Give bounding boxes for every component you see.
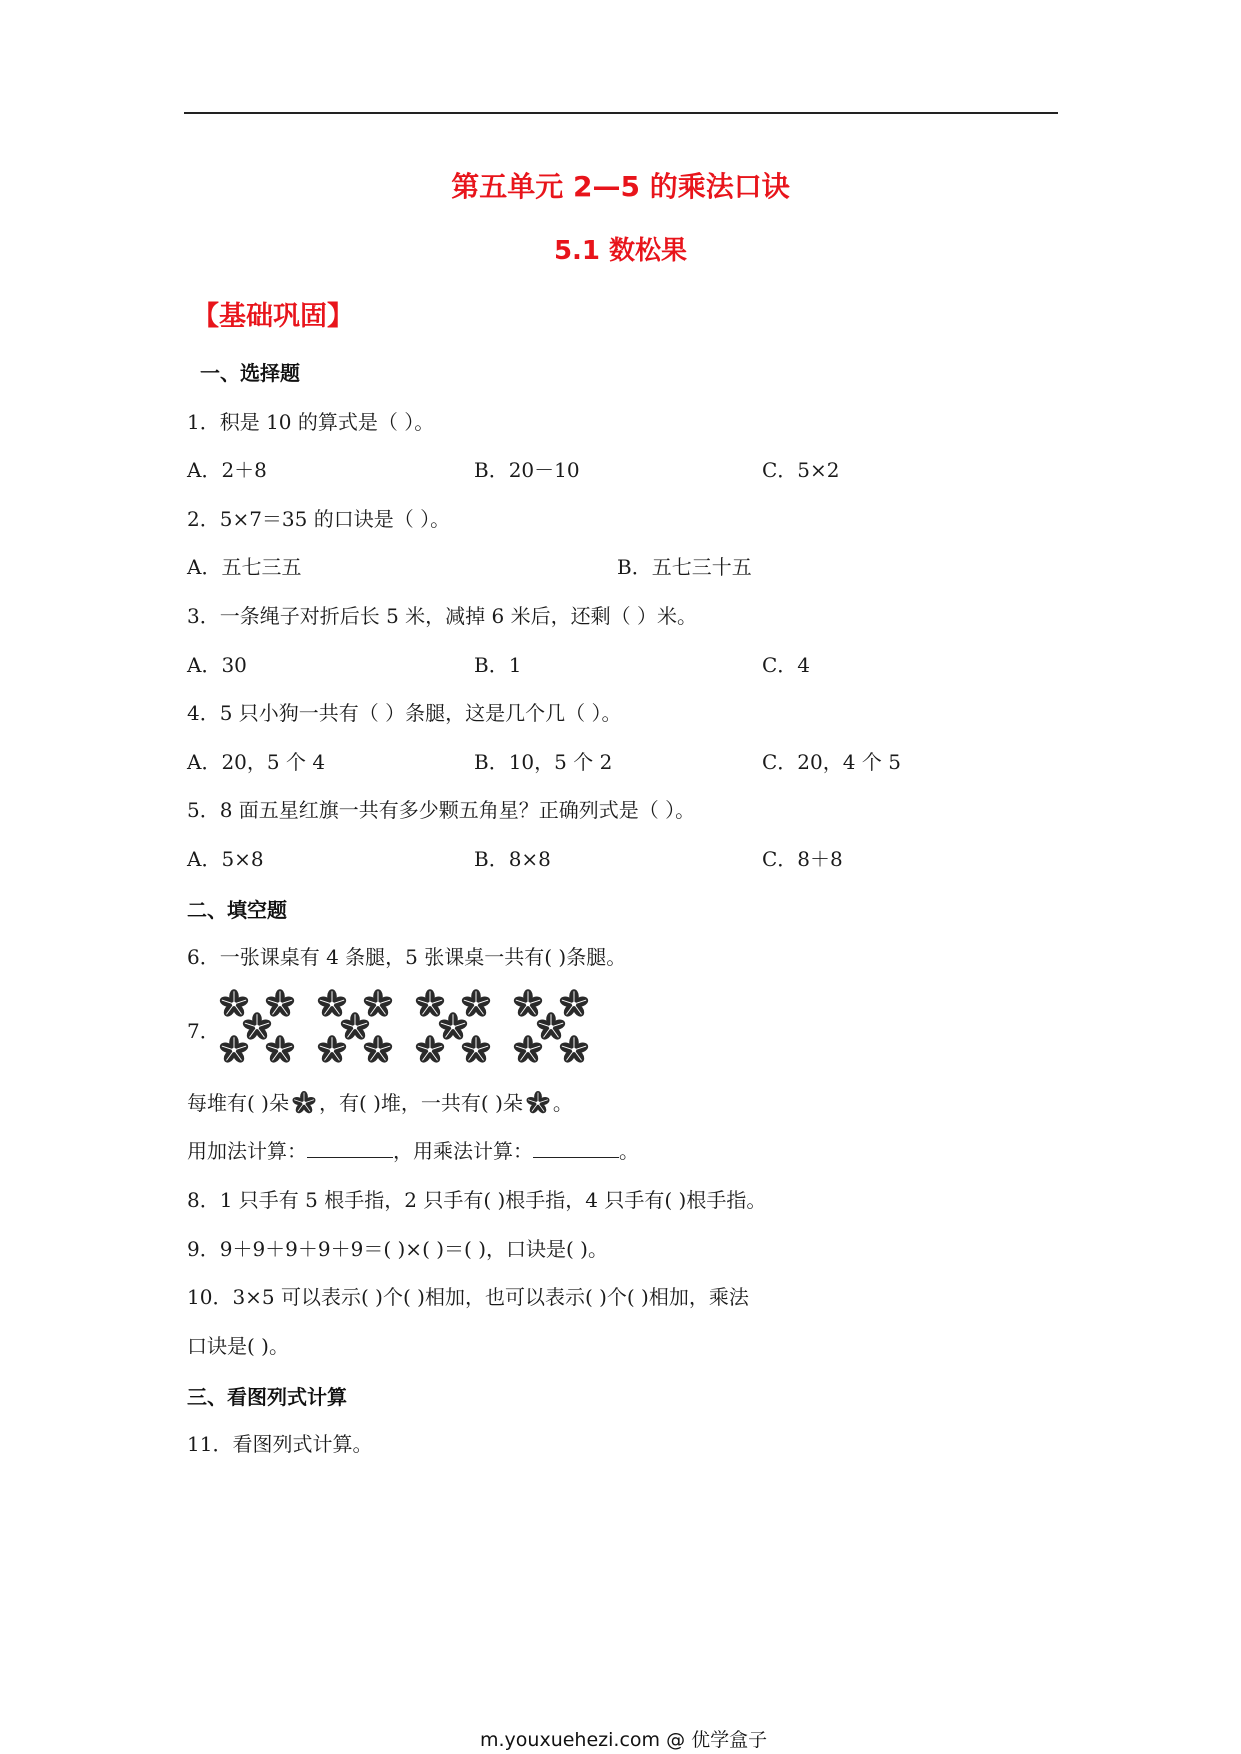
q5-option-a: A．5×8 [187, 847, 264, 871]
q4-option-a: A．20，5 个 4 [187, 750, 326, 774]
flower-icon [218, 1034, 250, 1066]
q4-stem: 4．5 只小狗一共有（ ）条腿，这是几个几（ ）。 [187, 701, 622, 725]
page-subtitle: 5.1 数松果 [553, 236, 688, 266]
q7-line1-part-a: 每堆有( )朵 [187, 1091, 289, 1115]
q3-option-c: C．4 [762, 653, 811, 677]
flower-icon [316, 1034, 348, 1066]
flower-pile-2 [316, 988, 392, 1064]
q5-option-b: B．8×8 [474, 847, 551, 871]
q1-stem: 1．积是 10 的算式是（ ）。 [187, 410, 435, 434]
flower-icon [362, 1034, 394, 1066]
q3-option-a: A．30 [187, 653, 247, 677]
q7-line1 [187, 1087, 573, 1118]
q11-stem: 11．看图列式计算。 [187, 1432, 373, 1456]
q6-stem: 6．一张课桌有 4 条腿，5 张课桌一共有( )条腿。 [187, 945, 627, 969]
q3-stem: 3．一条绳子对折后长 5 米，减掉 6 米后，还剩（ ）米。 [187, 604, 697, 628]
q2-option-a: A．五七三五 [187, 555, 302, 579]
q10-line2: 口诀是( )。 [187, 1334, 289, 1358]
flower-icon [525, 1090, 551, 1116]
flower-icon [512, 1034, 544, 1066]
q4-option-b: B．10，5 个 2 [474, 750, 613, 774]
footer-watermark: m.youxuehezi.com @ 优学盒子 [480, 1729, 768, 1751]
q7-line2 [187, 1135, 639, 1164]
q1-option-c: C．5×2 [762, 458, 840, 482]
q5-stem: 5．8 面五星红旗一共有多少颗五角星？正确列式是（ ）。 [187, 798, 696, 822]
section-heading-fill: 二、填空题 [187, 898, 287, 922]
q7-label: 7． [187, 1019, 220, 1043]
q2-stem: 2．5×7＝35 的口诀是（ ）。 [187, 507, 451, 531]
q7-line2-part-c: 。 [619, 1139, 639, 1163]
q7-line1-part-b: ，有( )堆，一共有( )朵 [318, 1091, 523, 1115]
addition-answer-blank[interactable] [307, 1139, 393, 1158]
q3-option-b: B．1 [474, 653, 522, 677]
flower-pile-4 [512, 988, 588, 1064]
q9-stem: 9．9＋9＋9＋9＋9＝( )×( )＝( )，口诀是( )。 [187, 1237, 608, 1261]
header-rule [184, 112, 1058, 114]
multiplication-answer-blank[interactable] [533, 1139, 619, 1158]
flower-icon [291, 1090, 317, 1116]
flower-icon [558, 1034, 590, 1066]
page-title: 第五单元 2—5 的乘法口诀 [451, 170, 790, 203]
q7-line1-part-c: 。 [552, 1091, 573, 1115]
q1-option-a: A．2＋8 [187, 458, 267, 482]
q4-option-c: C．20，4 个 5 [762, 750, 901, 774]
section-heading-picture: 三、看图列式计算 [187, 1385, 347, 1409]
q1-option-b: B．20－10 [474, 458, 580, 482]
q7-line2-part-b: ，用乘法计算： [393, 1139, 533, 1163]
flower-icon [291, 1090, 317, 1116]
flower-icon [525, 1090, 551, 1116]
q7-line2-part-a: 用加法计算： [187, 1139, 307, 1163]
flower-pile-3 [414, 988, 490, 1064]
q5-option-c: C．8＋8 [762, 847, 843, 871]
flower-icon [414, 1034, 446, 1066]
section-tag: 【基础巩固】 [192, 301, 354, 332]
flower-icon [264, 1034, 296, 1066]
flower-groups [218, 988, 588, 1064]
flower-icon [460, 1034, 492, 1066]
q8-stem: 8．1 只手有 5 根手指，2 只手有( )根手指，4 只手有( )根手指。 [187, 1188, 767, 1212]
section-heading-choice: 一、选择题 [200, 361, 300, 385]
flower-pile-1 [218, 988, 294, 1064]
q10-line1: 10．3×5 可以表示( )个( )相加，也可以表示( )个( )相加，乘法 [187, 1285, 749, 1309]
q2-option-b: B．五七三十五 [617, 555, 752, 579]
